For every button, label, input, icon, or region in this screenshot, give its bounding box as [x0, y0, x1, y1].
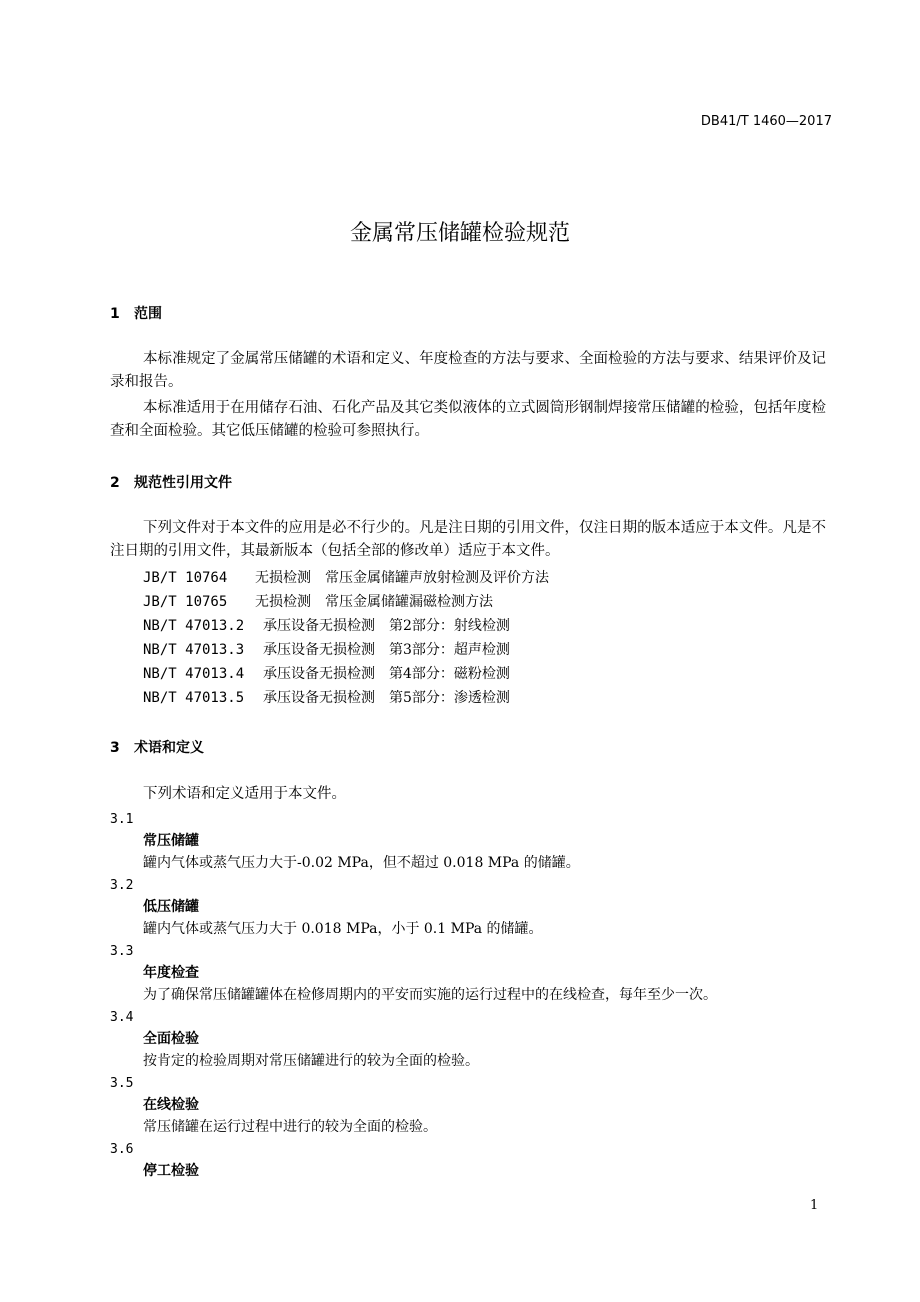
- page-title: 金属常压储罐检验规范: [349, 221, 570, 246]
- term-name: 在线检验: [143, 1097, 199, 1113]
- reference-item: [143, 591, 493, 611]
- reference-item: [143, 615, 510, 635]
- paragraph: 下列文件对于本文件的应用是必不行少的。凡是注日期的引用文件，仅注日期的版本适应于本文件。凡是不注日期的引用文件，其最新版本（包括全部的修改单）适应于本文件。: [110, 520, 826, 559]
- section-number: 3: [110, 740, 120, 756]
- term-number: 3.3: [110, 944, 134, 959]
- term-definition: 罐内气体或蒸气压力大于 0.018 MPa，小于 0.1 MPa 的储罐。: [143, 921, 543, 937]
- reference-code: NB/T 47013.5: [143, 690, 245, 706]
- page-number: 1: [810, 1198, 819, 1213]
- reference-code: JB/T 10765: [143, 594, 228, 610]
- section-number: 1: [110, 306, 120, 322]
- term-number: 3.5: [110, 1076, 134, 1091]
- reference-title: 无损检测 常压金属储罐漏磁检测方法: [255, 594, 493, 610]
- term-name: 全面检验: [143, 1031, 199, 1047]
- document-code: DB41/T 1460—2017: [700, 114, 832, 129]
- reference-code: NB/T 47013.3: [143, 642, 245, 658]
- reference-title: 无损检测 常压金属储罐声放射检测及评价方法: [255, 570, 549, 586]
- reference-item: [143, 639, 510, 659]
- term-number: 3.2: [110, 878, 134, 893]
- reference-item: [143, 687, 510, 707]
- section-heading-scope: [110, 303, 162, 323]
- reference-title: 承压设备无损检测 第4部分：磁粉检测: [263, 666, 510, 682]
- reference-item: [143, 663, 510, 683]
- term-definition: 罐内气体或蒸气压力大于-0.02 MPa，但不超过 0.018 MPa 的储罐。: [143, 855, 580, 871]
- term-name: 低压储罐: [143, 899, 199, 915]
- term-name: 常压储罐: [143, 833, 199, 849]
- term-number: 3.1: [110, 812, 134, 827]
- reference-title: 承压设备无损检测 第5部分：渗透检测: [263, 690, 510, 706]
- section-heading-normative-references: [110, 472, 232, 492]
- term-definition: 为了确保常压储罐罐体在检修周期内的平安而实施的运行过程中的在线检查，每年至少一次。: [143, 987, 717, 1003]
- term-number: 3.6: [110, 1142, 134, 1157]
- reference-item: [143, 567, 549, 587]
- paragraph: 本标准适用于在用储存石油、石化产品及其它类似液体的立式圆筒形钢制焊接常压储罐的检验，包括年度检查和全面检验。其它低压储罐的检验可参照执行。: [110, 400, 826, 439]
- reference-code: JB/T 10764: [143, 570, 228, 586]
- term-number: 3.4: [110, 1010, 134, 1025]
- section-title: 术语和定义: [134, 740, 204, 756]
- term-definition: 按肯定的检验周期对常压储罐进行的较为全面的检验。: [143, 1053, 479, 1069]
- section-number: 2: [110, 475, 120, 491]
- paragraph: 本标准规定了金属常压储罐的术语和定义、年度检查的方法与要求、全面检验的方法与要求、结果评价及记录和报告。: [110, 351, 826, 390]
- reference-code: NB/T 47013.2: [143, 618, 245, 634]
- term-definition: 常压储罐在运行过程中进行的较为全面的检验。: [143, 1119, 437, 1135]
- term-name: 停工检验: [143, 1163, 199, 1179]
- section-title: 范围: [134, 306, 162, 322]
- reference-title: 承压设备无损检测 第3部分：超声检测: [263, 642, 510, 658]
- reference-code: NB/T 47013.4: [143, 666, 245, 682]
- section-title: 规范性引用文件: [134, 475, 232, 491]
- term-name: 年度检查: [143, 965, 199, 981]
- reference-title: 承压设备无损检测 第2部分：射线检测: [263, 618, 510, 634]
- paragraph: 下列术语和定义适用于本文件。: [143, 786, 346, 802]
- section-heading-terms-and-definitions: [110, 737, 204, 757]
